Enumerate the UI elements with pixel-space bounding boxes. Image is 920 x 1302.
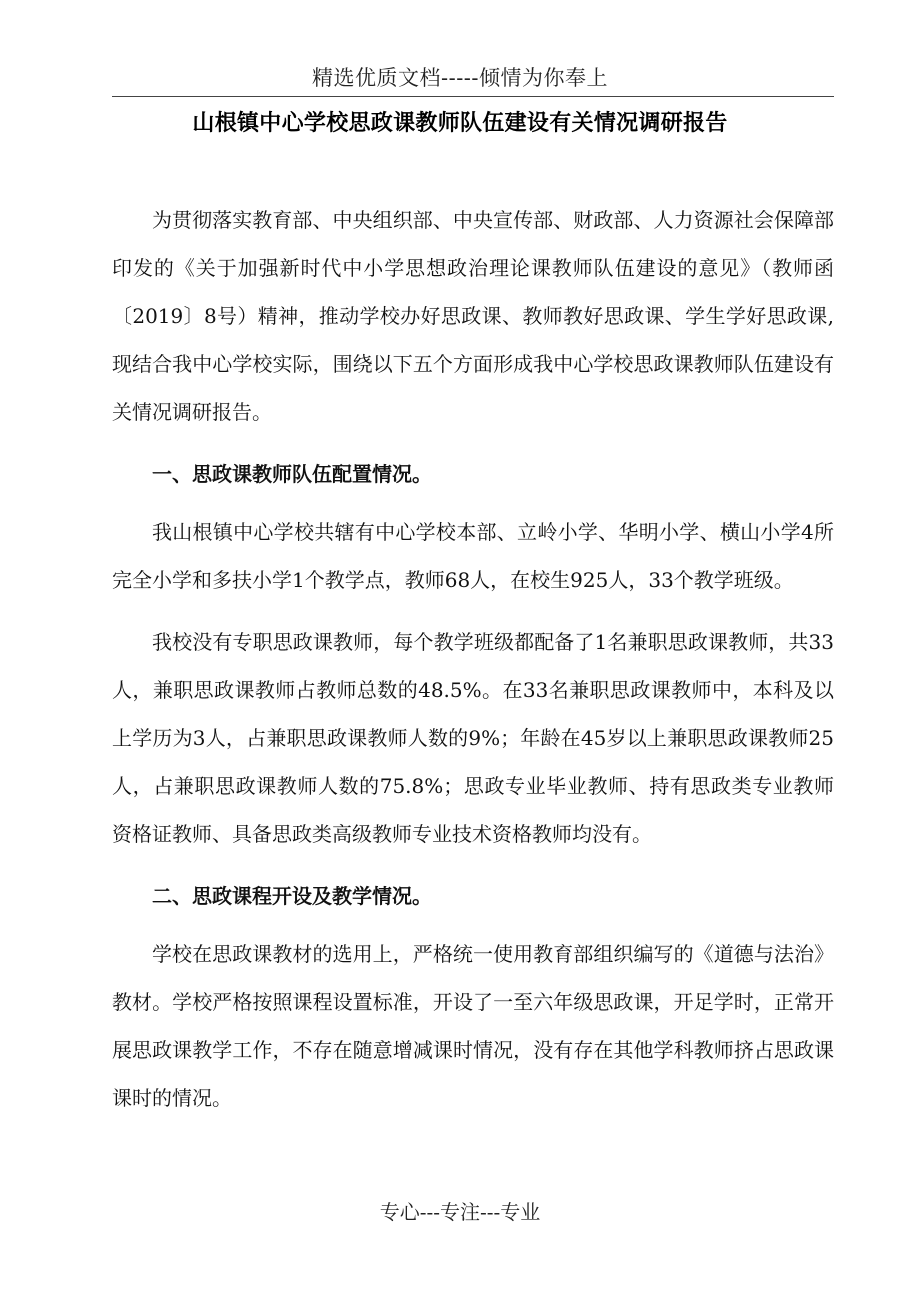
section-2-paragraph-1: 学校在思政课教材的选用上，严格统一使用教育部组织编写的《道德与法治》教材。学校严格按照课程设置标准，开设了一至六年级思政课，开足学时，正常开展思政课教学工作，不存在随意增减课时情况，没有存在其他学科教师挤占思政课课时的情况。	[112, 942, 834, 1110]
section-heading-2: 二、思政课程开设及教学情况。	[152, 884, 432, 908]
page-header: 精选优质文档-----倾情为你奉上	[312, 66, 608, 90]
page-footer: 专心---专注---专业	[379, 1200, 541, 1224]
intro-paragraph: 为贯彻落实教育部、中央组织部、中央宣传部、财政部、人力资源社会保障部印发的《关于加强新时代中小学思想政治理论课教师队伍建设的意见》（教师函〔2019〕8号）精神，推动学校办好思政课、教师教好思政课、学生学好思政课,现结合我中心学校实际，围绕以下五个方面形成我中心学校思政课教师队伍建设有关情况调研报告。	[112, 208, 834, 424]
section-1-paragraph-2: 我校没有专职思政课教师，每个教学班级都配备了1名兼职思政课教师，共33人，兼职思政课教师占教师总数的48.5%。在33名兼职思政课教师中，本科及以上学历为3人，占兼职思政课教师人数的9%；年龄在45岁以上兼职思政课教师25人，占兼职思政课教师人数的75.8%；思政专业毕业教师、持有思政类专业教师资格证教师、具备思政类高级教师专业技术资格教师均没有。	[112, 630, 834, 846]
section-heading-1: 一、思政课教师队伍配置情况。	[152, 462, 432, 486]
document-body	[112, 196, 834, 1136]
document-title: 山根镇中心学校思政课教师队伍建设有关情况调研报告	[192, 111, 728, 136]
header-divider	[112, 96, 834, 97]
section-1-paragraph-1: 我山根镇中心学校共辖有中心学校本部、立岭小学、华明小学、横山小学4所完全小学和多扶小学1个教学点，教师68人，在校生925人，33个教学班级。	[112, 520, 834, 592]
